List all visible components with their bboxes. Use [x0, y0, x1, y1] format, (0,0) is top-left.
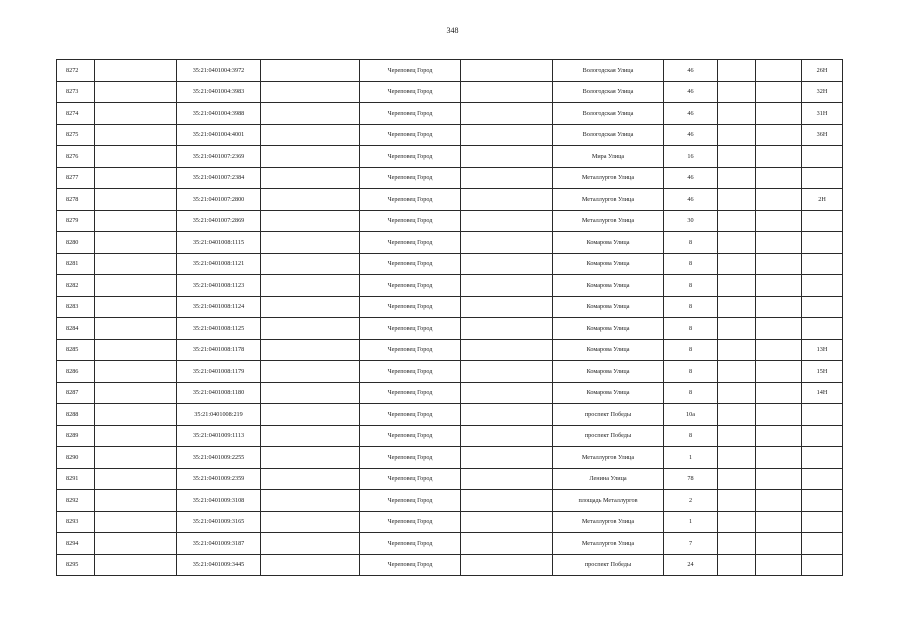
row-number-cell: 8275: [57, 124, 95, 146]
empty-cell: [718, 554, 756, 576]
empty-cell: [95, 382, 177, 404]
locality-cell: Череповец Город: [360, 103, 461, 125]
table-row: [57, 361, 843, 383]
locality-cell: Череповец Город: [360, 232, 461, 254]
room-number-cell: [802, 468, 843, 490]
street-cell: Комарова Улица: [553, 318, 664, 340]
table-row: [57, 275, 843, 297]
empty-cell: [261, 468, 360, 490]
room-number-cell: [802, 425, 843, 447]
table-row: [57, 167, 843, 189]
empty-cell: [95, 81, 177, 103]
cadastral-number-cell: 35:21:0401007:2800: [177, 189, 261, 211]
room-number-cell: [802, 296, 843, 318]
locality-cell: Череповец Город: [360, 382, 461, 404]
house-number-cell: 2: [664, 490, 718, 512]
house-number-cell: 8: [664, 318, 718, 340]
table-row: [57, 339, 843, 361]
empty-cell: [261, 404, 360, 426]
empty-cell: [461, 275, 553, 297]
cadastral-number-cell: 35:21:0401004:3988: [177, 103, 261, 125]
street-cell: Комарова Улица: [553, 382, 664, 404]
cadastral-number-cell: 35:21:0401007:2384: [177, 167, 261, 189]
table-row: [57, 124, 843, 146]
street-cell: Мира Улица: [553, 146, 664, 168]
row-number-cell: 8272: [57, 60, 95, 82]
empty-cell: [261, 490, 360, 512]
empty-cell: [461, 533, 553, 555]
table-row: [57, 253, 843, 275]
empty-cell: [756, 425, 802, 447]
house-number-cell: 8: [664, 275, 718, 297]
empty-cell: [261, 339, 360, 361]
empty-cell: [461, 318, 553, 340]
room-number-cell: [802, 533, 843, 555]
street-cell: Металлургов Улица: [553, 189, 664, 211]
room-number-cell: [802, 318, 843, 340]
empty-cell: [461, 382, 553, 404]
empty-cell: [718, 167, 756, 189]
empty-cell: [261, 511, 360, 533]
empty-cell: [261, 447, 360, 469]
empty-cell: [718, 382, 756, 404]
empty-cell: [756, 339, 802, 361]
table-row: [57, 404, 843, 426]
empty-cell: [756, 554, 802, 576]
empty-cell: [461, 425, 553, 447]
empty-cell: [95, 468, 177, 490]
empty-cell: [756, 167, 802, 189]
empty-cell: [95, 490, 177, 512]
row-number-cell: 8291: [57, 468, 95, 490]
room-number-cell: [802, 404, 843, 426]
empty-cell: [756, 275, 802, 297]
empty-cell: [261, 382, 360, 404]
house-number-cell: 8: [664, 382, 718, 404]
house-number-cell: 30: [664, 210, 718, 232]
street-cell: Комарова Улица: [553, 253, 664, 275]
empty-cell: [756, 533, 802, 555]
street-cell: Комарова Улица: [553, 275, 664, 297]
cadastral-number-cell: 35:21:0401008:1178: [177, 339, 261, 361]
empty-cell: [261, 296, 360, 318]
empty-cell: [756, 81, 802, 103]
locality-cell: Череповец Город: [360, 60, 461, 82]
house-number-cell: 8: [664, 296, 718, 318]
cadastral-number-cell: 35:21:0401009:2255: [177, 447, 261, 469]
house-number-cell: 8: [664, 339, 718, 361]
room-number-cell: [802, 554, 843, 576]
row-number-cell: 8273: [57, 81, 95, 103]
locality-cell: Череповец Город: [360, 81, 461, 103]
empty-cell: [718, 490, 756, 512]
room-number-cell: [802, 511, 843, 533]
empty-cell: [95, 210, 177, 232]
house-number-cell: 46: [664, 189, 718, 211]
empty-cell: [756, 318, 802, 340]
empty-cell: [718, 189, 756, 211]
empty-cell: [461, 339, 553, 361]
empty-cell: [461, 60, 553, 82]
room-number-cell: [802, 210, 843, 232]
table-row: [57, 490, 843, 512]
empty-cell: [261, 232, 360, 254]
empty-cell: [461, 146, 553, 168]
house-number-cell: 16: [664, 146, 718, 168]
house-number-cell: 8: [664, 361, 718, 383]
room-number-cell: 32Н: [802, 81, 843, 103]
locality-cell: Череповец Город: [360, 361, 461, 383]
house-number-cell: 46: [664, 81, 718, 103]
empty-cell: [756, 146, 802, 168]
table-row: [57, 232, 843, 254]
empty-cell: [461, 167, 553, 189]
room-number-cell: 14Н: [802, 382, 843, 404]
table-row: [57, 447, 843, 469]
empty-cell: [718, 425, 756, 447]
empty-cell: [461, 103, 553, 125]
cadastral-number-cell: 35:21:0401008:1121: [177, 253, 261, 275]
room-number-cell: 26Н: [802, 60, 843, 82]
empty-cell: [261, 103, 360, 125]
house-number-cell: 10а: [664, 404, 718, 426]
empty-cell: [95, 296, 177, 318]
empty-cell: [756, 447, 802, 469]
empty-cell: [461, 447, 553, 469]
empty-cell: [461, 296, 553, 318]
street-cell: Металлургов Улица: [553, 167, 664, 189]
house-number-cell: 78: [664, 468, 718, 490]
empty-cell: [718, 361, 756, 383]
empty-cell: [261, 60, 360, 82]
empty-cell: [756, 60, 802, 82]
empty-cell: [95, 318, 177, 340]
empty-cell: [461, 81, 553, 103]
empty-cell: [718, 232, 756, 254]
cadastral-number-cell: 35:21:0401007:2869: [177, 210, 261, 232]
row-number-cell: 8288: [57, 404, 95, 426]
empty-cell: [461, 468, 553, 490]
empty-cell: [461, 124, 553, 146]
empty-cell: [95, 275, 177, 297]
table-row: [57, 210, 843, 232]
locality-cell: Череповец Город: [360, 167, 461, 189]
locality-cell: Череповец Город: [360, 425, 461, 447]
row-number-cell: 8281: [57, 253, 95, 275]
locality-cell: Череповец Город: [360, 296, 461, 318]
page-number: 348: [446, 26, 459, 35]
empty-cell: [95, 167, 177, 189]
row-number-cell: 8277: [57, 167, 95, 189]
empty-cell: [718, 296, 756, 318]
empty-cell: [718, 210, 756, 232]
room-number-cell: 15Н: [802, 361, 843, 383]
cadastral-number-cell: 35:21:0401004:3972: [177, 60, 261, 82]
empty-cell: [95, 447, 177, 469]
table-row: [57, 146, 843, 168]
row-number-cell: 8294: [57, 533, 95, 555]
empty-cell: [718, 404, 756, 426]
empty-cell: [718, 318, 756, 340]
empty-cell: [756, 103, 802, 125]
house-number-cell: 46: [664, 60, 718, 82]
empty-cell: [718, 447, 756, 469]
empty-cell: [95, 60, 177, 82]
room-number-cell: [802, 447, 843, 469]
cadastral-number-cell: 35:21:0401008:1125: [177, 318, 261, 340]
row-number-cell: 8289: [57, 425, 95, 447]
empty-cell: [461, 189, 553, 211]
street-cell: Металлургов Улица: [553, 533, 664, 555]
house-number-cell: 8: [664, 232, 718, 254]
empty-cell: [756, 189, 802, 211]
street-cell: Вологодская Улица: [553, 60, 664, 82]
empty-cell: [95, 533, 177, 555]
cadastral-number-cell: 35:21:0401007:2369: [177, 146, 261, 168]
row-number-cell: 8285: [57, 339, 95, 361]
empty-cell: [461, 490, 553, 512]
street-cell: Ленина Улица: [553, 468, 664, 490]
cadastral-number-cell: 35:21:0401008:1124: [177, 296, 261, 318]
empty-cell: [756, 490, 802, 512]
empty-cell: [756, 382, 802, 404]
registry-table-body: [57, 60, 843, 576]
house-number-cell: 24: [664, 554, 718, 576]
street-cell: Металлургов Улица: [553, 511, 664, 533]
house-number-cell: 7: [664, 533, 718, 555]
street-cell: Комарова Улица: [553, 361, 664, 383]
empty-cell: [95, 146, 177, 168]
room-number-cell: [802, 253, 843, 275]
empty-cell: [261, 124, 360, 146]
empty-cell: [756, 124, 802, 146]
locality-cell: Череповец Город: [360, 253, 461, 275]
row-number-cell: 8295: [57, 554, 95, 576]
empty-cell: [718, 60, 756, 82]
cadastral-number-cell: 35:21:0401004:3983: [177, 81, 261, 103]
table-row: [57, 533, 843, 555]
row-number-cell: 8279: [57, 210, 95, 232]
street-cell: Металлургов Улица: [553, 210, 664, 232]
table-row: [57, 468, 843, 490]
empty-cell: [261, 361, 360, 383]
locality-cell: Череповец Город: [360, 490, 461, 512]
table-row: [57, 425, 843, 447]
row-number-cell: 8292: [57, 490, 95, 512]
cadastral-number-cell: 35:21:0401008:1180: [177, 382, 261, 404]
empty-cell: [261, 554, 360, 576]
empty-cell: [95, 425, 177, 447]
cadastral-number-cell: 35:21:0401009:3187: [177, 533, 261, 555]
table-row: [57, 189, 843, 211]
empty-cell: [718, 468, 756, 490]
row-number-cell: 8278: [57, 189, 95, 211]
empty-cell: [261, 533, 360, 555]
row-number-cell: 8290: [57, 447, 95, 469]
empty-cell: [756, 361, 802, 383]
cadastral-number-cell: 35:21:0401008:219: [177, 404, 261, 426]
house-number-cell: 8: [664, 425, 718, 447]
empty-cell: [95, 339, 177, 361]
house-number-cell: 1: [664, 447, 718, 469]
street-cell: Вологодская Улица: [553, 81, 664, 103]
room-number-cell: [802, 232, 843, 254]
locality-cell: Череповец Город: [360, 533, 461, 555]
street-cell: Комарова Улица: [553, 296, 664, 318]
room-number-cell: 13Н: [802, 339, 843, 361]
street-cell: Комарова Улица: [553, 339, 664, 361]
row-number-cell: 8286: [57, 361, 95, 383]
house-number-cell: 46: [664, 124, 718, 146]
empty-cell: [95, 189, 177, 211]
empty-cell: [95, 404, 177, 426]
empty-cell: [95, 253, 177, 275]
house-number-cell: 1: [664, 511, 718, 533]
empty-cell: [756, 296, 802, 318]
empty-cell: [718, 81, 756, 103]
locality-cell: Череповец Город: [360, 124, 461, 146]
empty-cell: [461, 554, 553, 576]
room-number-cell: [802, 490, 843, 512]
empty-cell: [718, 253, 756, 275]
table-row: [57, 554, 843, 576]
cadastral-number-cell: 35:21:0401008:1179: [177, 361, 261, 383]
table-row: [57, 382, 843, 404]
empty-cell: [261, 146, 360, 168]
room-number-cell: 2Н: [802, 189, 843, 211]
cadastral-number-cell: 35:21:0401008:1123: [177, 275, 261, 297]
empty-cell: [261, 253, 360, 275]
locality-cell: Череповец Город: [360, 404, 461, 426]
cadastral-number-cell: 35:21:0401009:1113: [177, 425, 261, 447]
empty-cell: [461, 232, 553, 254]
empty-cell: [718, 511, 756, 533]
table-row: [57, 103, 843, 125]
empty-cell: [756, 511, 802, 533]
row-number-cell: 8280: [57, 232, 95, 254]
empty-cell: [756, 253, 802, 275]
empty-cell: [95, 361, 177, 383]
empty-cell: [261, 318, 360, 340]
room-number-cell: [802, 167, 843, 189]
locality-cell: Череповец Город: [360, 318, 461, 340]
row-number-cell: 8287: [57, 382, 95, 404]
locality-cell: Череповец Город: [360, 511, 461, 533]
room-number-cell: 36Н: [802, 124, 843, 146]
empty-cell: [718, 124, 756, 146]
empty-cell: [756, 404, 802, 426]
street-cell: Комарова Улица: [553, 232, 664, 254]
row-number-cell: 8276: [57, 146, 95, 168]
locality-cell: Череповец Город: [360, 339, 461, 361]
cadastral-number-cell: 35:21:0401009:3445: [177, 554, 261, 576]
cadastral-number-cell: 35:21:0401009:2359: [177, 468, 261, 490]
empty-cell: [756, 232, 802, 254]
table-row: [57, 511, 843, 533]
row-number-cell: 8274: [57, 103, 95, 125]
street-cell: площадь Металлургов: [553, 490, 664, 512]
room-number-cell: 31Н: [802, 103, 843, 125]
table-row: [57, 81, 843, 103]
empty-cell: [95, 103, 177, 125]
cadastral-number-cell: 35:21:0401009:3165: [177, 511, 261, 533]
empty-cell: [718, 339, 756, 361]
house-number-cell: 46: [664, 103, 718, 125]
empty-cell: [261, 81, 360, 103]
locality-cell: Череповец Город: [360, 468, 461, 490]
locality-cell: Череповец Город: [360, 189, 461, 211]
row-number-cell: 8284: [57, 318, 95, 340]
room-number-cell: [802, 275, 843, 297]
table-row: [57, 318, 843, 340]
locality-cell: Череповец Город: [360, 210, 461, 232]
street-cell: проспект Победы: [553, 404, 664, 426]
empty-cell: [261, 189, 360, 211]
empty-cell: [261, 167, 360, 189]
empty-cell: [95, 232, 177, 254]
room-number-cell: [802, 146, 843, 168]
empty-cell: [718, 275, 756, 297]
table-row: [57, 60, 843, 82]
empty-cell: [756, 468, 802, 490]
empty-cell: [718, 103, 756, 125]
locality-cell: Череповец Город: [360, 447, 461, 469]
cadastral-number-cell: 35:21:0401009:3108: [177, 490, 261, 512]
empty-cell: [718, 533, 756, 555]
empty-cell: [718, 146, 756, 168]
empty-cell: [461, 511, 553, 533]
cadastral-number-cell: 35:21:0401004:4001: [177, 124, 261, 146]
empty-cell: [461, 404, 553, 426]
empty-cell: [95, 554, 177, 576]
empty-cell: [756, 210, 802, 232]
house-number-cell: 8: [664, 253, 718, 275]
table-row: [57, 296, 843, 318]
house-number-cell: 46: [664, 167, 718, 189]
empty-cell: [95, 511, 177, 533]
empty-cell: [461, 253, 553, 275]
cadastral-number-cell: 35:21:0401008:1115: [177, 232, 261, 254]
locality-cell: Череповец Город: [360, 275, 461, 297]
row-number-cell: 8293: [57, 511, 95, 533]
property-registry-table: [56, 59, 843, 576]
locality-cell: Череповец Город: [360, 146, 461, 168]
empty-cell: [261, 275, 360, 297]
street-cell: проспект Победы: [553, 425, 664, 447]
street-cell: Вологодская Улица: [553, 103, 664, 125]
empty-cell: [461, 210, 553, 232]
empty-cell: [261, 425, 360, 447]
empty-cell: [461, 361, 553, 383]
empty-cell: [95, 124, 177, 146]
street-cell: Металлургов Улица: [553, 447, 664, 469]
street-cell: проспект Победы: [553, 554, 664, 576]
row-number-cell: 8282: [57, 275, 95, 297]
empty-cell: [261, 210, 360, 232]
row-number-cell: 8283: [57, 296, 95, 318]
street-cell: Вологодская Улица: [553, 124, 664, 146]
locality-cell: Череповец Город: [360, 554, 461, 576]
